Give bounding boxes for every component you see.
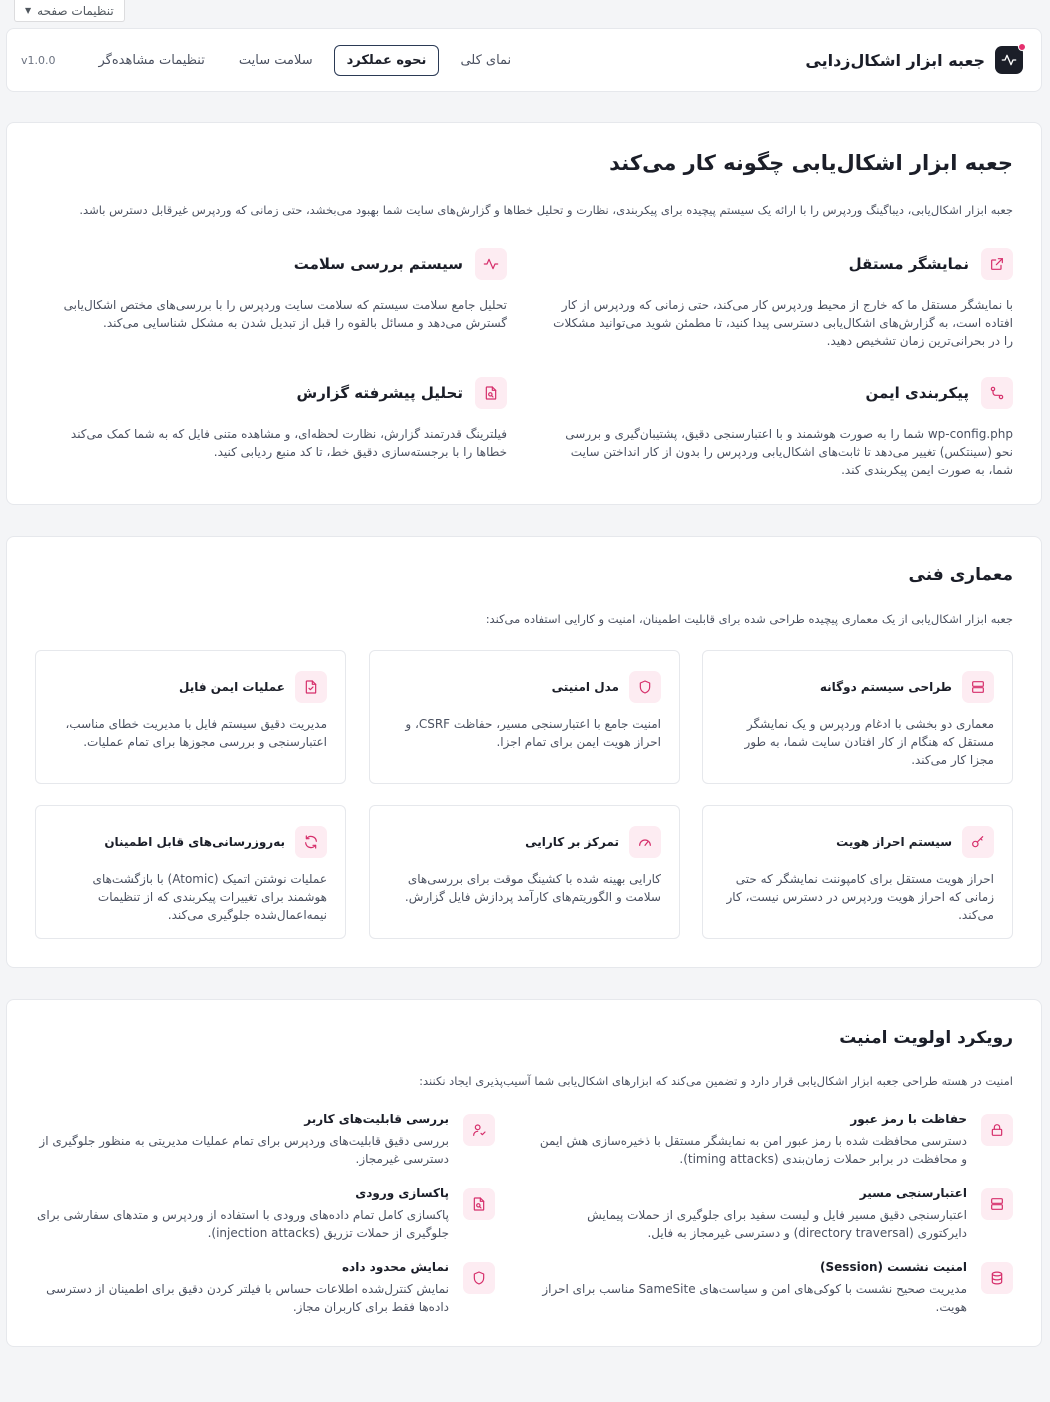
architecture-card [6,536,1042,968]
tab-overview[interactable]: نمای کلی [447,45,524,76]
route-icon [981,377,1013,409]
sec-password-protection [539,1112,1013,1168]
refresh-icon [295,826,327,858]
arch-item-title: مدل امنیتی [551,680,619,694]
notification-dot [1018,43,1026,51]
arch-item-text: معماری دو بخشی با ادغام وردپرس و یک نمایشگر مستقل که هنگام از کار افتادن سایت شما، به طور مجزا کار می‌کند. [744,717,994,767]
activity-logo-icon [995,46,1023,74]
feature-text: تحلیل جامع سلامت سیستم که سلامت سایت وردپرس را با بررسی‌های مختص اشکال‌یابی گسترش می‌دهد و مسائل بالقوه را قبل از تبدیل شدن به مشکل شناسایی می‌کند. [63,298,507,330]
sec-item-title: پاکسازی ورودی [355,1186,449,1200]
arch-item-title: طراحی سیستم دوگانه [819,680,952,694]
main-nav [21,45,524,76]
sec-input-sanitization [21,1186,495,1242]
sec-item-text: اعتبارسنجی دقیق مسیر فایل و لیست سفید برای جلوگیری از حملات پیمایش دایرکتوری (directory traversal) و دسترسی غیرمجاز به فایل. [587,1208,967,1240]
arch-reliable-updates [35,805,346,939]
lock-icon [981,1114,1013,1146]
server-icon [962,671,994,703]
file-search-icon [463,1188,495,1220]
sec-item-title: بررسی قابلیت‌های کاربر [304,1112,449,1126]
arch-item-text: احراز هویت مستقل برای کامپوننت نمایشگر که حتی زمانی که احراز هویت وردپرس در دسترس نیست، کار می‌کند. [726,872,994,922]
arch-item-text: مدیریت دقیق سیستم فایل با مدیریت خطای مناسب، اعتبارسنجی و بررسی مجوزها برای تمام عملیات. [65,717,327,749]
pulse-icon [475,248,507,280]
arch-safe-file-ops [35,650,346,784]
file-search-icon [475,377,507,409]
feature-standalone-viewer [551,248,1013,350]
arch-item-title: به‌روزرسانی‌های قابل اطمینان [104,835,285,849]
sec-item-title: امنیت نشست (Session) [820,1260,967,1274]
arch-item-title: سیستم احراز هویت [836,835,952,849]
key-icon [962,826,994,858]
user-check-icon [463,1114,495,1146]
arch-item-text: امنیت جامع با اعتبارسنجی مسیر، حفاظت CSRF، و احراز هویت ایمن برای تمام اجزا. [405,717,661,749]
sec-item-title: حفاظت با رمز عبور [850,1112,967,1126]
sec-item-text: نمایش کنترل‌شده اطلاعات حساس با فیلتر کردن دقیق برای اطمینان از دسترسی داده‌ها فقط برای کاربران مجاز. [46,1282,449,1314]
tab-viewer-settings[interactable]: تنظیمات مشاهده‌گر [86,45,218,76]
version-label: v1.0.0 [21,53,56,67]
sec-item-text: پاکسازی کامل تمام داده‌های ورودی با استفاده از وردپرس و متدهای سفارشی برای جلوگیری از حملات تزریق (injection attacks). [37,1208,449,1240]
sec-description: امنیت در هسته طراحی جعبه ابزار اشکال‌یابی قرار دارد و تضمین می‌کند که ابزارهای اشکال‌یابی شما آسیب‌پذیری ایجاد نکنند: [419,1074,1013,1088]
file-check-icon [295,671,327,703]
feature-health-check [45,248,507,332]
feature-log-analysis [45,377,507,461]
external-link-icon [981,248,1013,280]
tab-how-it-works[interactable]: نحوه عملکرد [334,45,440,76]
arch-security-model [369,650,680,784]
arch-item-title: تمرکز بر کارایی [525,835,619,849]
feature-text: فیلترینگ قدرتمند گزارش، نظارت لحظه‌ای، و مشاهده متنی فایل که به شما کمک می‌کند خطاها را با برجسته‌سازی دقیق خط، تا کد منبع ردیابی کنید. [70,427,507,459]
caret-down-icon: ▼ [25,6,32,15]
brand [805,46,1023,74]
plugin-header [6,28,1042,92]
arch-item-text: کارایی بهینه شده با کشینگ موقت برای بررسی‌های سلامت و الگوریتم‌های کارآمد پردازش فایل گزارش. [404,872,661,904]
feature-title: پیکربندی ایمن [865,384,969,402]
gauge-icon [629,826,661,858]
sec-path-validation [539,1186,1013,1242]
feature-text: با نمایشگر مستقل ما که خارج از محیط وردپرس کار می‌کند، حتی زمانی که وردپرس از کار افتاده است، به گزارش‌های اشکال‌یابی دسترسی پیدا کنید، تا مطمئن شوید می‌توانید مشکلات را در بحرانی‌ترین زمان تشخیص دهید. [553,298,1013,348]
sec-item-text: بررسی دقیق قابلیت‌های وردپرس برای تمام عملیات مدیریتی به منظور جلوگیری از دسترسی غیرمجاز. [39,1134,449,1166]
server-icon [981,1188,1013,1220]
shield-icon [629,671,661,703]
arch-dual-system [702,650,1013,784]
plugin-title: جعبه ابزار اشکال‌زدایی [805,50,985,70]
feature-safe-config [551,377,1013,479]
tab-site-health[interactable]: سلامت سایت [226,45,326,76]
sec-item-text: دسترسی محافظت شده با رمز عبور امن به نمایشگر مستقل با ذخیره‌سازی هش ایمن و محافظت در برابر حملات زمان‌بندی (timing attacks). [539,1134,967,1166]
arch-item-text: عملیات نوشتن اتمیک (Atomic) با بازگشت‌های هوشمند برای تغییرات پیکربندی که از تنظیمات نیمه‌اعمال‌شده جلوگیری می‌کند. [92,872,327,922]
arch-auth-system [702,805,1013,939]
database-icon [981,1262,1013,1294]
sec-session-security [539,1260,1013,1316]
feature-title: سیستم بررسی سلامت [293,255,463,273]
sec-capability-checks [21,1112,495,1168]
sec-limited-data [21,1260,495,1316]
feature-text: wp-config.php شما را به صورت هوشمند و با اعتبارسنجی دقیق، پشتیبان‌گیری و بررسی نحو (سینتکس) تغییر می‌دهد تا ثابت‌های اشکال‌یابی وردپرس را بدون از کار انداختن سایت شما، به صورت ایمن پیکربندی کند. [565,427,1013,477]
sec-title: رویکرد اولویت امنیت [839,1028,1013,1048]
screen-options-label: تنظیمات صفحه [37,3,114,18]
how-it-works-card [6,122,1042,505]
how-title: جعبه ابزار اشکال‌یابی چگونه کار می‌کند [609,151,1013,175]
arch-item-title: عملیات ایمن فایل [178,680,285,694]
sec-item-title: اعتبارسنجی مسیر [859,1186,967,1200]
arch-performance [369,805,680,939]
feature-title: نمایشگر مستقل [848,255,969,273]
how-description: جعبه ابزار اشکال‌یابی، دیباگینگ وردپرس را با ارائه یک سیستم پیچیده برای پیکربندی، نظارت و تحلیل خطاها و گزارش‌های سایت شما بهبود می‌بخشد، حتی زمانی که وردپرس غیرقابل دسترس باشد. [79,203,1013,217]
sec-item-text: مدیریت صحیح نشست با کوکی‌های امن و سیاست‌های SameSite مناسب برای احراز هویت. [542,1282,967,1314]
arch-title: معماری فنی [908,565,1013,585]
arch-description: جعبه ابزار اشکال‌یابی از یک معماری پیچیده طراحی شده برای قابلیت اطمینان، امنیت و کارایی استفاده می‌کند: [485,612,1013,626]
security-card [6,999,1042,1347]
sec-item-title: نمایش محدود داده [341,1260,449,1274]
screen-options-toggle[interactable] [14,0,125,22]
shield-icon [463,1262,495,1294]
feature-title: تحلیل پیشرفته گزارش [296,384,463,402]
